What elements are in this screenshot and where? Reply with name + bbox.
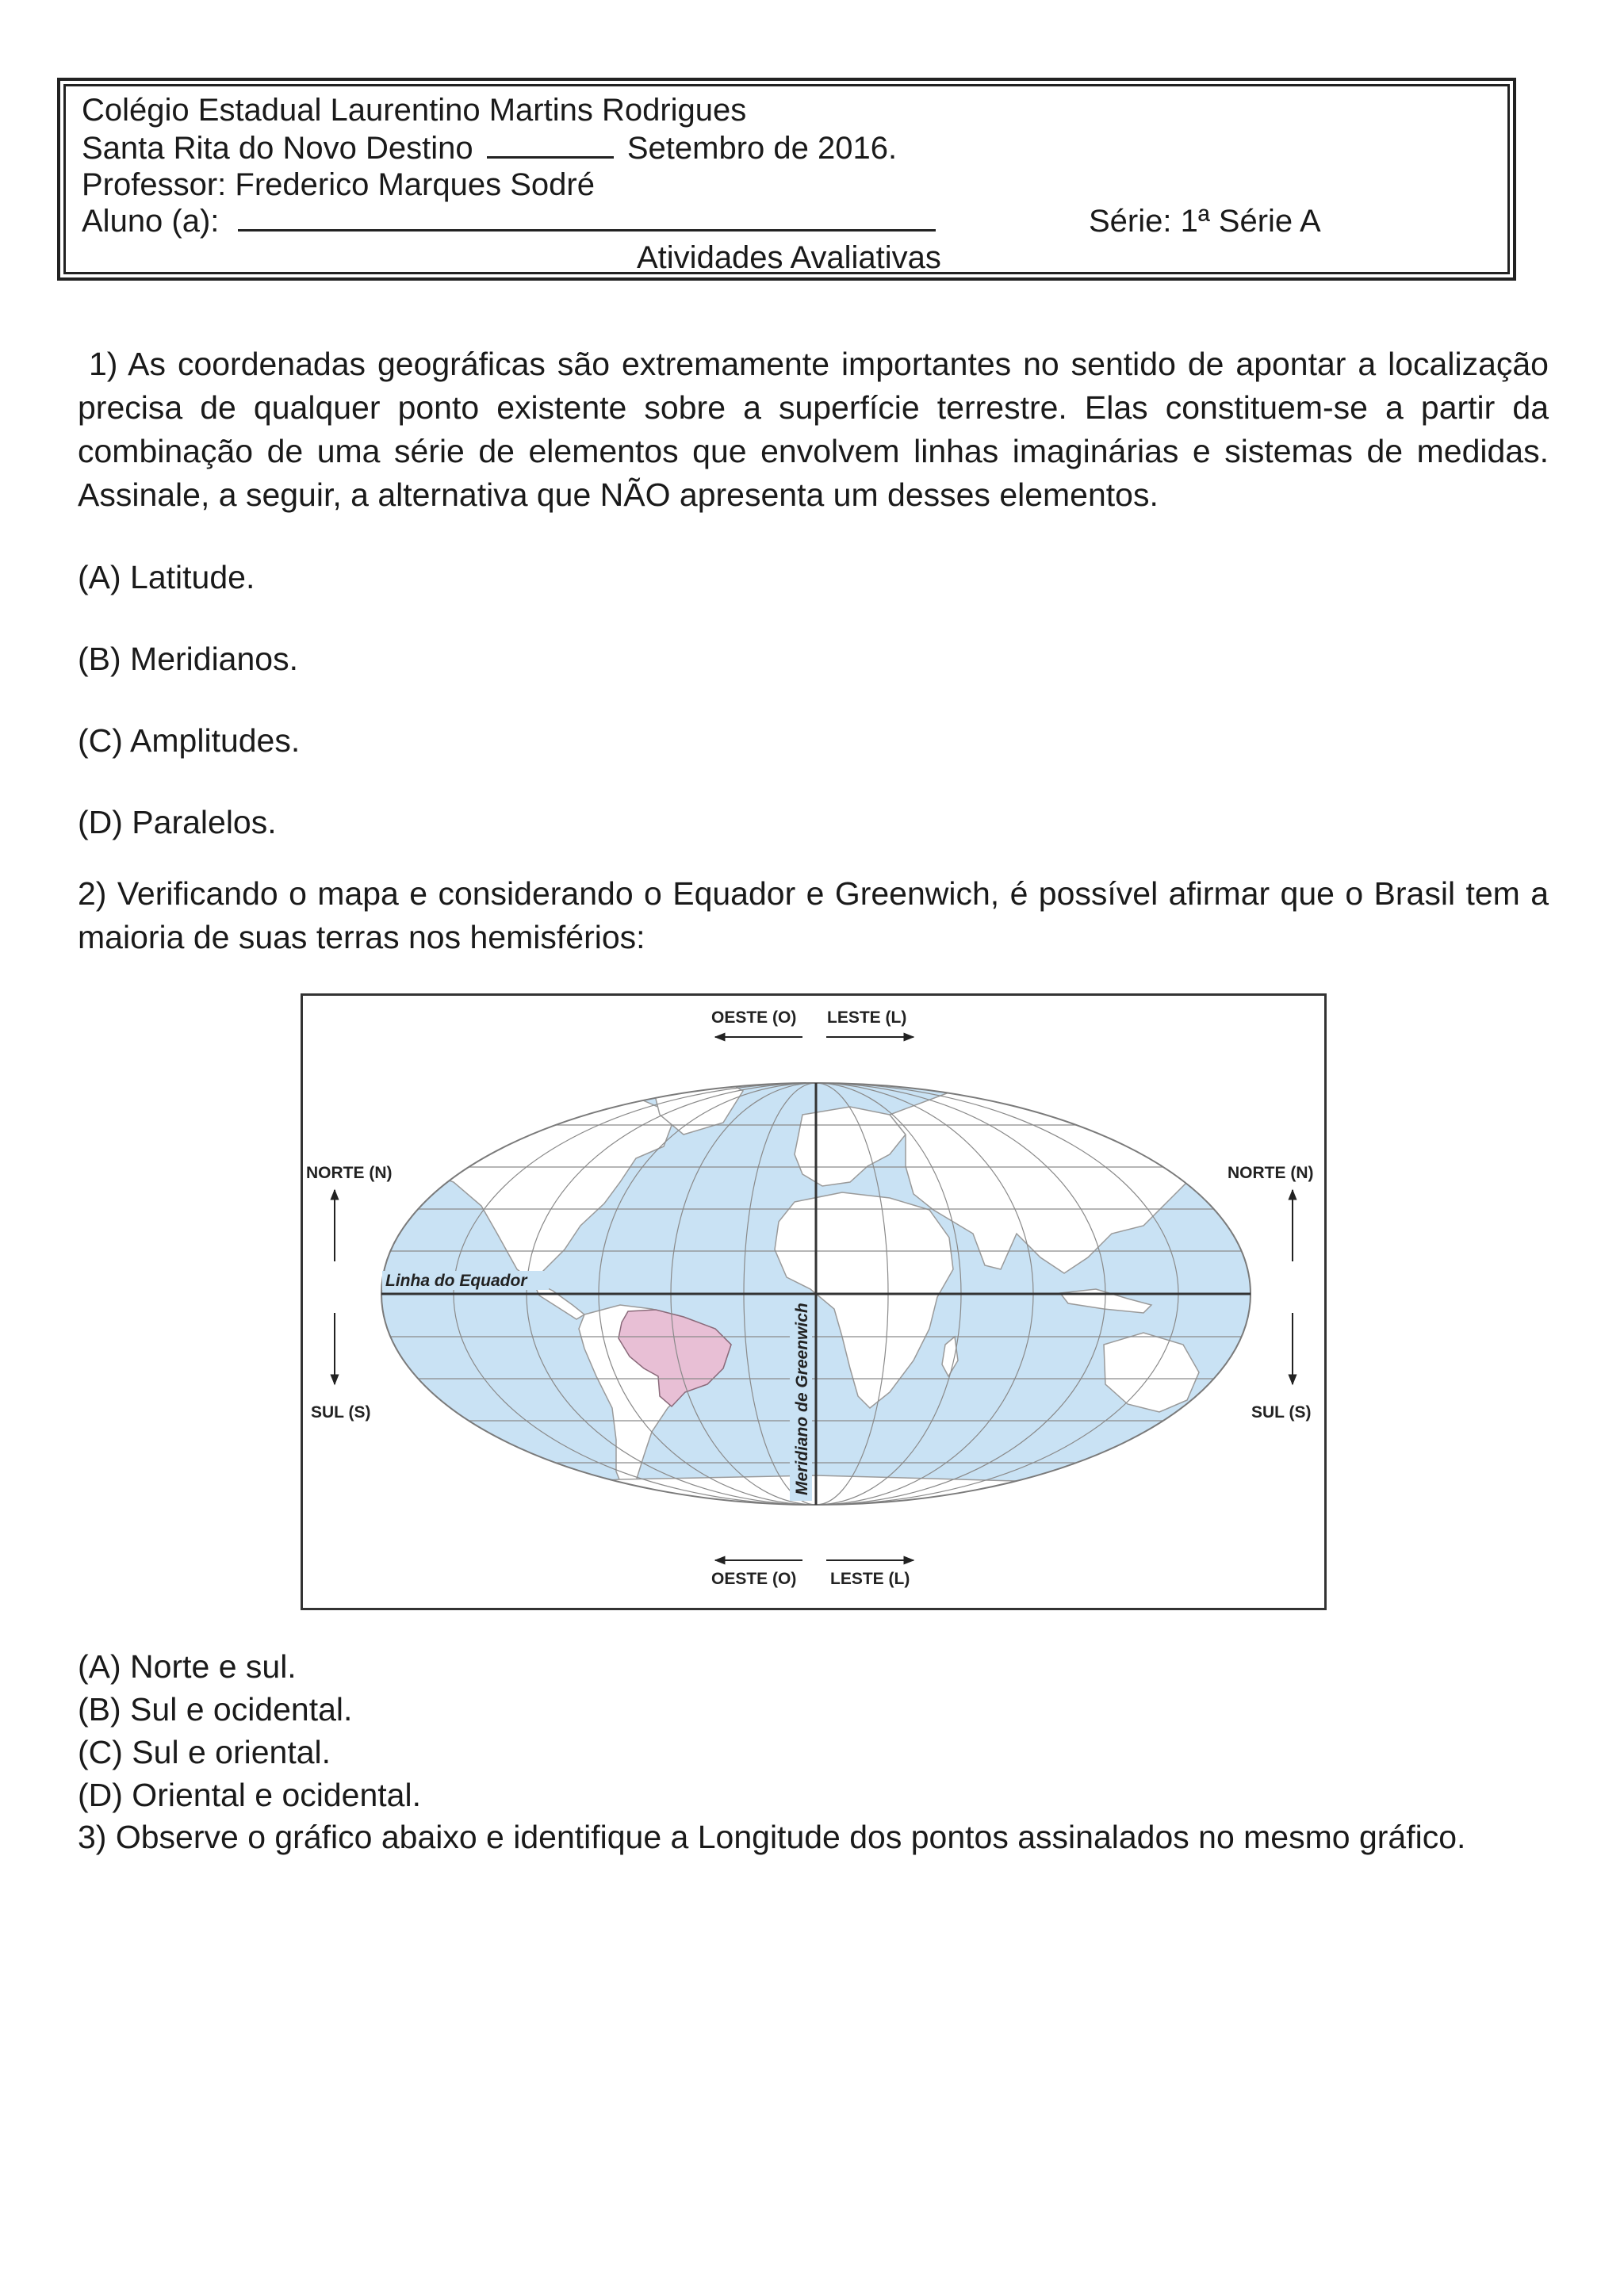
question-2-option-d[interactable]: (D) Oriental e ocidental. (78, 1777, 421, 1813)
equator-label: Linha do Equador (385, 1272, 527, 1290)
grade-label: Série: 1ª Série A (1089, 204, 1321, 239)
question-2-text: 2) Verificando o mapa e considerando o Equador e Greenwich, é possível afirmar que o Brasil tem a maioria de suas terras nos hemisférios: (78, 875, 1549, 955)
question-1-option-b[interactable]: (B) Meridianos. (78, 641, 298, 677)
world-map-figure (301, 993, 1327, 1610)
north-label-right: NORTE (N) (1228, 1164, 1314, 1182)
question-2-option-b[interactable]: (B) Sul e ocidental. (78, 1691, 353, 1728)
header-box (57, 78, 1516, 281)
question-1-text: 1) As coordenadas geográficas são extremamente importantes no sentido de apontar a localização precisa de qualquer ponto existente sobre a superfície terrestre. Elas constituem-se a partir da combinação de uma série de elementos que envolvem linhas imaginárias e sistemas de medidas. Assinale, a seguir, a alternativa que NÃO apresenta um desses elementos. (78, 346, 1549, 513)
student-line (82, 202, 936, 240)
west-label-bottom: OESTE (O) (711, 1570, 797, 1588)
activity-subtitle: Atividades Avaliativas (637, 240, 941, 275)
south-label-right: SUL (S) (1251, 1403, 1312, 1422)
date-day-blank[interactable] (487, 129, 614, 159)
south-label-left: SUL (S) (311, 1403, 371, 1422)
question-2-option-c[interactable]: (C) Sul e oriental. (78, 1734, 331, 1770)
world-map-svg (303, 996, 1324, 1608)
city-name: Santa Rita do Novo Destino (82, 131, 473, 166)
question-2-option-a[interactable]: (A) Norte e sul. (78, 1648, 297, 1685)
greenwich-label: Meridiano de Greenwich (793, 1303, 811, 1495)
school-name: Colégio Estadual Laurentino Martins Rodrigues (82, 93, 747, 128)
student-name-blank[interactable] (238, 202, 936, 232)
student-label: Aluno (a): (82, 204, 220, 239)
question-1-option-c[interactable]: (C) Amplitudes. (78, 722, 301, 759)
question-3-text: 3) Observe o gráfico abaixo e identifique a Longitude dos pontos assinalados no mesmo gráfico. (78, 1819, 1466, 1855)
date-text: Setembro de 2016. (626, 131, 898, 166)
west-label-top: OESTE (O) (711, 1008, 797, 1027)
east-label-bottom: LESTE (L) (830, 1570, 910, 1588)
teacher-name: Professor: Frederico Marques Sodré (82, 167, 595, 202)
east-label-top: LESTE (L) (827, 1008, 907, 1027)
north-label-left: NORTE (N) (306, 1164, 393, 1182)
question-1-option-d[interactable]: (D) Paralelos. (78, 804, 277, 840)
question-1-option-a[interactable]: (A) Latitude. (78, 559, 255, 595)
city-date-line (82, 129, 897, 167)
header-inner-frame (63, 84, 1510, 274)
